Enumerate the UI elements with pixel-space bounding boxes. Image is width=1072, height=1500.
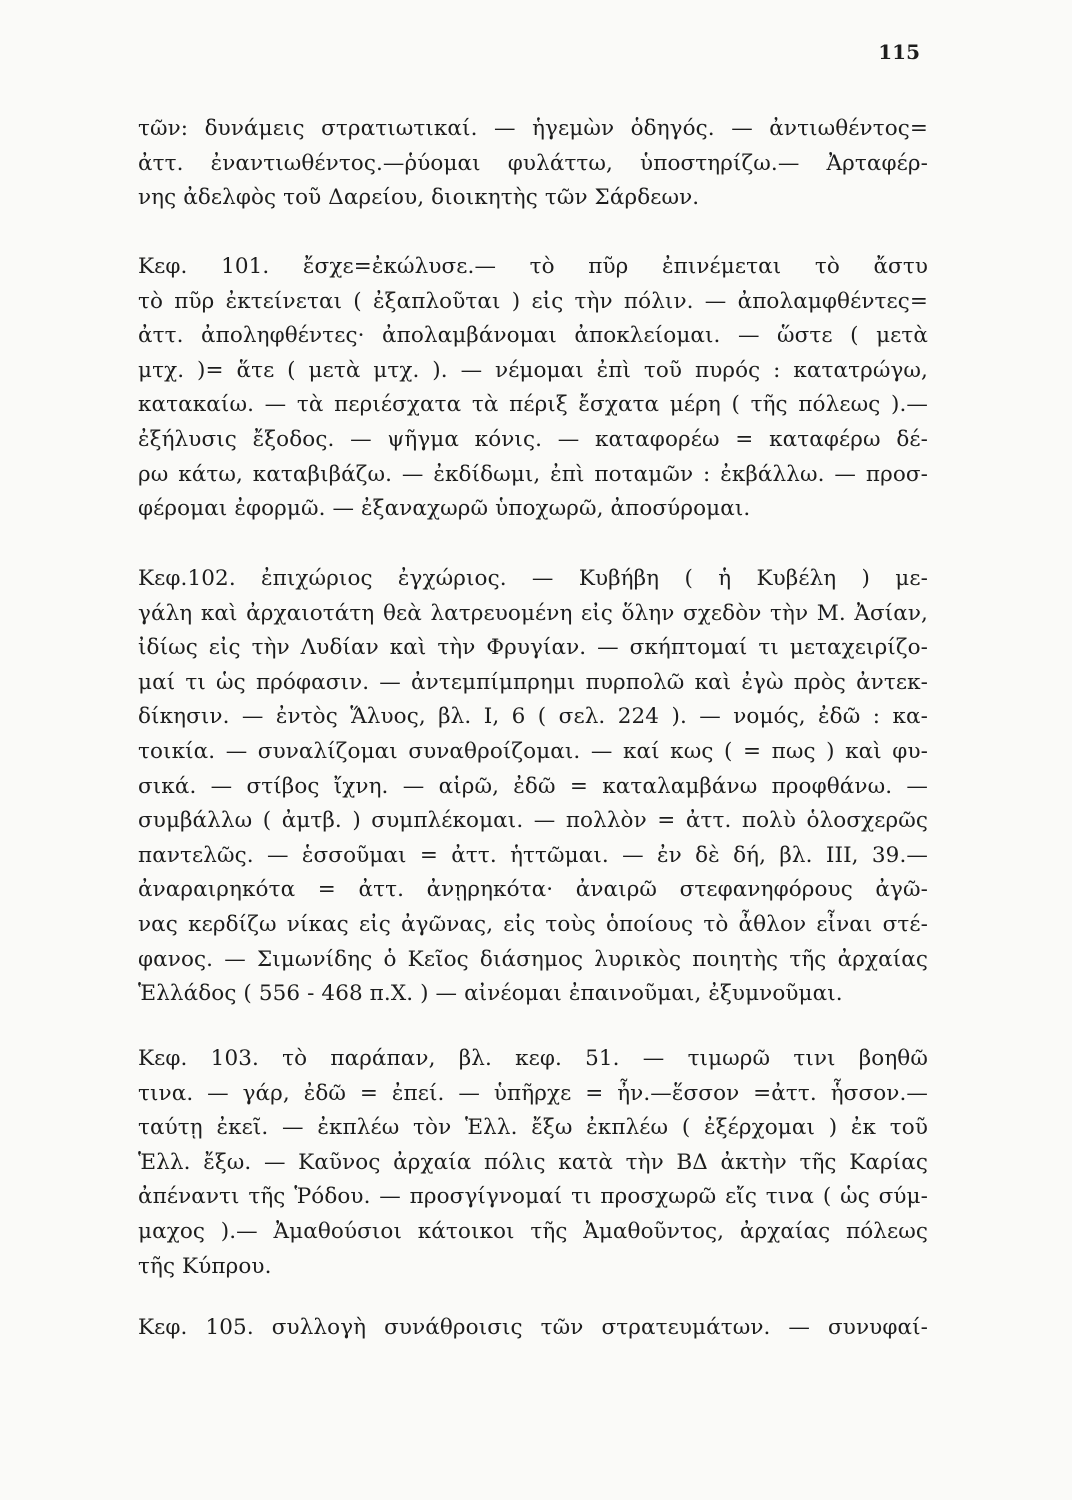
text-line: νης ἀδελφὸς τοῦ Δαρείου, διοικητὴς τῶν Σάρδεων. (138, 185, 700, 211)
text-line: τῶν: δυνάμεις στρατιωτικαί. — ἡγεμὼν ὁδηγός. — ἀντιωθέντος= (138, 116, 928, 141)
text-line: σικά. — στίβος ἴχνη. — αἱρῶ, ἐδῶ = καταλαμβάνω προφθάνω. — (138, 773, 928, 799)
text-line: Ἑλλάδος ( 556 - 468 π.Χ. ) — αἰνέομαι ἐπαινοῦμαι, ἐξυμνοῦμαι. (138, 981, 843, 1007)
text-line: συμβάλλω ( ἀμτβ. ) συμπλέκομαι. — πολλὸν = ἀττ. πολὺ ὁλοσχερῶς (138, 808, 928, 834)
text-line: ρω κάτω, καταβιβάζω. — ἐκδίδωμι, ἐπὶ ποταμῶν : ἐκβάλλω. — προσ- (138, 461, 928, 487)
text-line: γάλη καὶ ἀρχαιοτάτη θεὰ λατρευομένη εἰς ὅλην σχεδὸν τὴν Μ. Ἀσίαν, (138, 600, 928, 626)
text-line: Ἑλλ. ἔξω. — Καῦνος ἀρχαία πόλις κατὰ τὴν ΒΔ ἀκτὴν τῆς Καρίας (138, 1149, 928, 1175)
paragraph-kef-101 (138, 250, 928, 527)
text-line: τῆς Κύπρου. (138, 1253, 272, 1279)
paragraph-kef-105 (138, 1311, 928, 1346)
text-line: παντελῶς. — ἑσσοῦμαι = ἀττ. ἡττῶμαι. — ἐν δὲ δή, βλ. III, 39.— (138, 842, 928, 868)
text-line: τοικία. — συναλίζομαι συναθροίζομαι. — καί κως ( = πως ) καὶ φυ- (138, 738, 928, 764)
text-line: μαχος ).— Ἀμαθούσιοι κάτοικοι τῆς Ἀμαθοῦντος, ἀρχαίας πόλεως (138, 1218, 928, 1244)
text-line: ἀναραιρηκότα = ἀττ. ἀνῃρηκότα· ἀναιρῶ στεφανηφόρους ἀγῶ- (138, 877, 928, 903)
text-line: τὸ πῦρ ἐκτείνεται ( ἐξαπλοῦται ) εἰς τὴν πόλιν. — ἀπολαμφθέντες= (138, 288, 928, 314)
text-line: δίκησιν. — ἐντὸς Ἅλυος, βλ. I, 6 ( σελ. 224 ). — νομός, ἐδῶ : κα- (138, 704, 928, 730)
text-line: τινα. — γάρ, ἐδῶ = ἐπεί. — ὑπῆρχε = ἦν.—ἕσσον =ἀττ. ἧσσον.— (138, 1080, 928, 1106)
text-line: μαί τι ὡς πρόφασιν. — ἀντεμπίμπρημι πυρπολῶ καὶ ἐγὼ πρὸς ἀντεκ- (138, 669, 928, 695)
text-line: φέρομαι ἐφορμῶ. — ἐξαναχωρῶ ὑποχωρῶ, ἀποσύρομαι. (138, 496, 751, 522)
text-line: μτχ. )= ἅτε ( μετὰ μτχ. ). — νέμομαι ἐπὶ τοῦ πυρός : κατατρώγω, (138, 357, 928, 383)
text-line: ἀττ. ἀποληφθέντες· ἀπολαμβάνομαι ἀποκλείομαι. — ὥστε ( μετὰ (138, 323, 928, 349)
text-line: ἰδίως εἰς τὴν Λυδίαν καὶ τὴν Φρυγίαν. — σκήπτομαί τι μεταχειρίζο- (138, 635, 928, 661)
text-line: ἀπέναντι τῆς Ῥόδου. — προσγίγνομαί τι προσχωρῶ εἴς τινα ( ὡς σύμ- (138, 1184, 928, 1210)
paragraph-continuation (138, 112, 928, 216)
text-line: ἀττ. ἐναντιωθέντος.—ῥύομαι φυλάττω, ὑποστηρίζω.— Ἀρταφέρ- (138, 150, 928, 176)
paragraph-kef-103 (138, 1042, 928, 1284)
text-line: Κεφ. 105. συλλογὴ συνάθροισις τῶν στρατευμάτων. — συνυφαί- (138, 1315, 928, 1340)
text-line: ἐξήλυσις ἔξοδος. — ψῆγμα κόνις. — καταφορέω = καταφέρω δέ- (138, 426, 928, 452)
text-line: Κεφ.102. ἐπιχώριος ἐγχώριος. — Κυβήβη ( ἡ Κυβέλη ) με- (138, 566, 928, 591)
text-line: Κεφ. 101. ἔσχε=ἐκώλυσε.— τὸ πῦρ ἐπινέμεται τὸ ἄστυ (138, 254, 928, 279)
paragraph-kef-102 (138, 562, 928, 1012)
text-line: νας κερδίζω νίκας εἰς ἀγῶνας, εἰς τοὺς ὁποίους τὸ ἆθλον εἶναι στέ- (138, 911, 928, 937)
text-line: ταύτῃ ἐκεῖ. — ἐκπλέω τὸν Ἑλλ. ἔξω ἐκπλέω ( ἐξέρχομαι ) ἐκ τοῦ (138, 1115, 928, 1141)
text-line: κατακαίω. — τὰ περιέσχατα τὰ πέριξ ἔσχατα μέρη ( τῆς πόλεως ).— (138, 392, 928, 418)
page-number: 115 (878, 40, 920, 64)
text-line: Κεφ. 103. τὸ παράπαν, βλ. κεφ. 51. — τιμωρῶ τινι βοηθῶ (138, 1046, 928, 1071)
text-line: φανος. — Σιμωνίδης ὁ Κεῖος διάσημος λυρικὸς ποιητὴς τῆς ἀρχαίας (138, 946, 928, 972)
